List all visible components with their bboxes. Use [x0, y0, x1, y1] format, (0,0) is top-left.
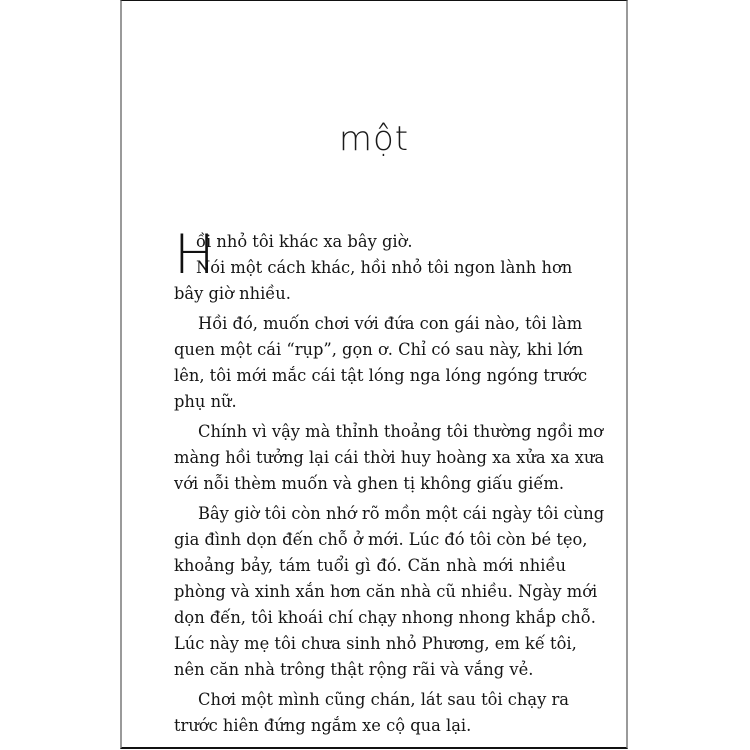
text-line: phòng và xinh xắn hơn căn nhà cũ nhiều. Ngày mới	[174, 582, 598, 601]
text-line: ồi nhỏ tôi khác xa bây giờ.	[196, 232, 413, 251]
paragraph	[174, 501, 605, 683]
text-line: trước hiên đứng ngắm xe cộ qua lại.	[174, 716, 472, 735]
text-line: Chính vì vậy mà thỉnh thoảng tôi thường ngồi mơ	[198, 422, 604, 441]
text-line: quen một cái “rụp”, gọn ơ. Chỉ có sau này, khi lớn	[174, 340, 584, 359]
text-line: bây giờ nhiều.	[174, 284, 291, 303]
paragraph	[174, 255, 573, 307]
text-line: màng hồi tưởng lại cái thời huy hoàng xa xửa xa xưa	[174, 448, 605, 467]
text-line: Nói một cách khác, hồi nhỏ tôi ngon lành hơn	[196, 258, 573, 277]
paragraph	[174, 311, 588, 415]
chapter-title: một	[338, 119, 410, 159]
text-line: Bây giờ tôi còn nhớ rõ mồn một cái ngày tôi cùng	[198, 504, 605, 523]
text-line: nên căn nhà trông thật rộng rãi và vắng vẻ.	[174, 660, 534, 679]
text-line: Hồi đó, muốn chơi với đứa con gái nào, tôi làm	[198, 314, 583, 333]
text-line: dọn đến, tôi khoái chí chạy nhong nhong khắp chỗ.	[174, 608, 596, 627]
text-line: phụ nữ.	[174, 392, 237, 411]
text-line: Chơi một mình cũng chán, lát sau tôi chạy ra	[198, 690, 569, 709]
text-line: lên, tôi mới mắc cái tật lóng nga lóng ngóng trước	[174, 366, 588, 385]
text-line: khoảng bảy, tám tuổi gì đó. Căn nhà mới nhiều	[174, 556, 566, 575]
paragraph	[174, 687, 569, 739]
chapter-body	[174, 223, 605, 743]
text-line: Lúc này mẹ tôi chưa sinh nhỏ Phương, em kế tôi,	[174, 634, 577, 653]
text-line: gia đình dọn đến chỗ ở mới. Lúc đó tôi còn bé tẹo,	[174, 530, 588, 549]
book-page	[120, 0, 628, 749]
paragraph	[174, 229, 566, 255]
paragraph	[174, 419, 605, 497]
drop-cap: H	[174, 223, 215, 286]
text-line: với nỗi thèm muốn và ghen tị không giấu giếm.	[174, 474, 565, 493]
